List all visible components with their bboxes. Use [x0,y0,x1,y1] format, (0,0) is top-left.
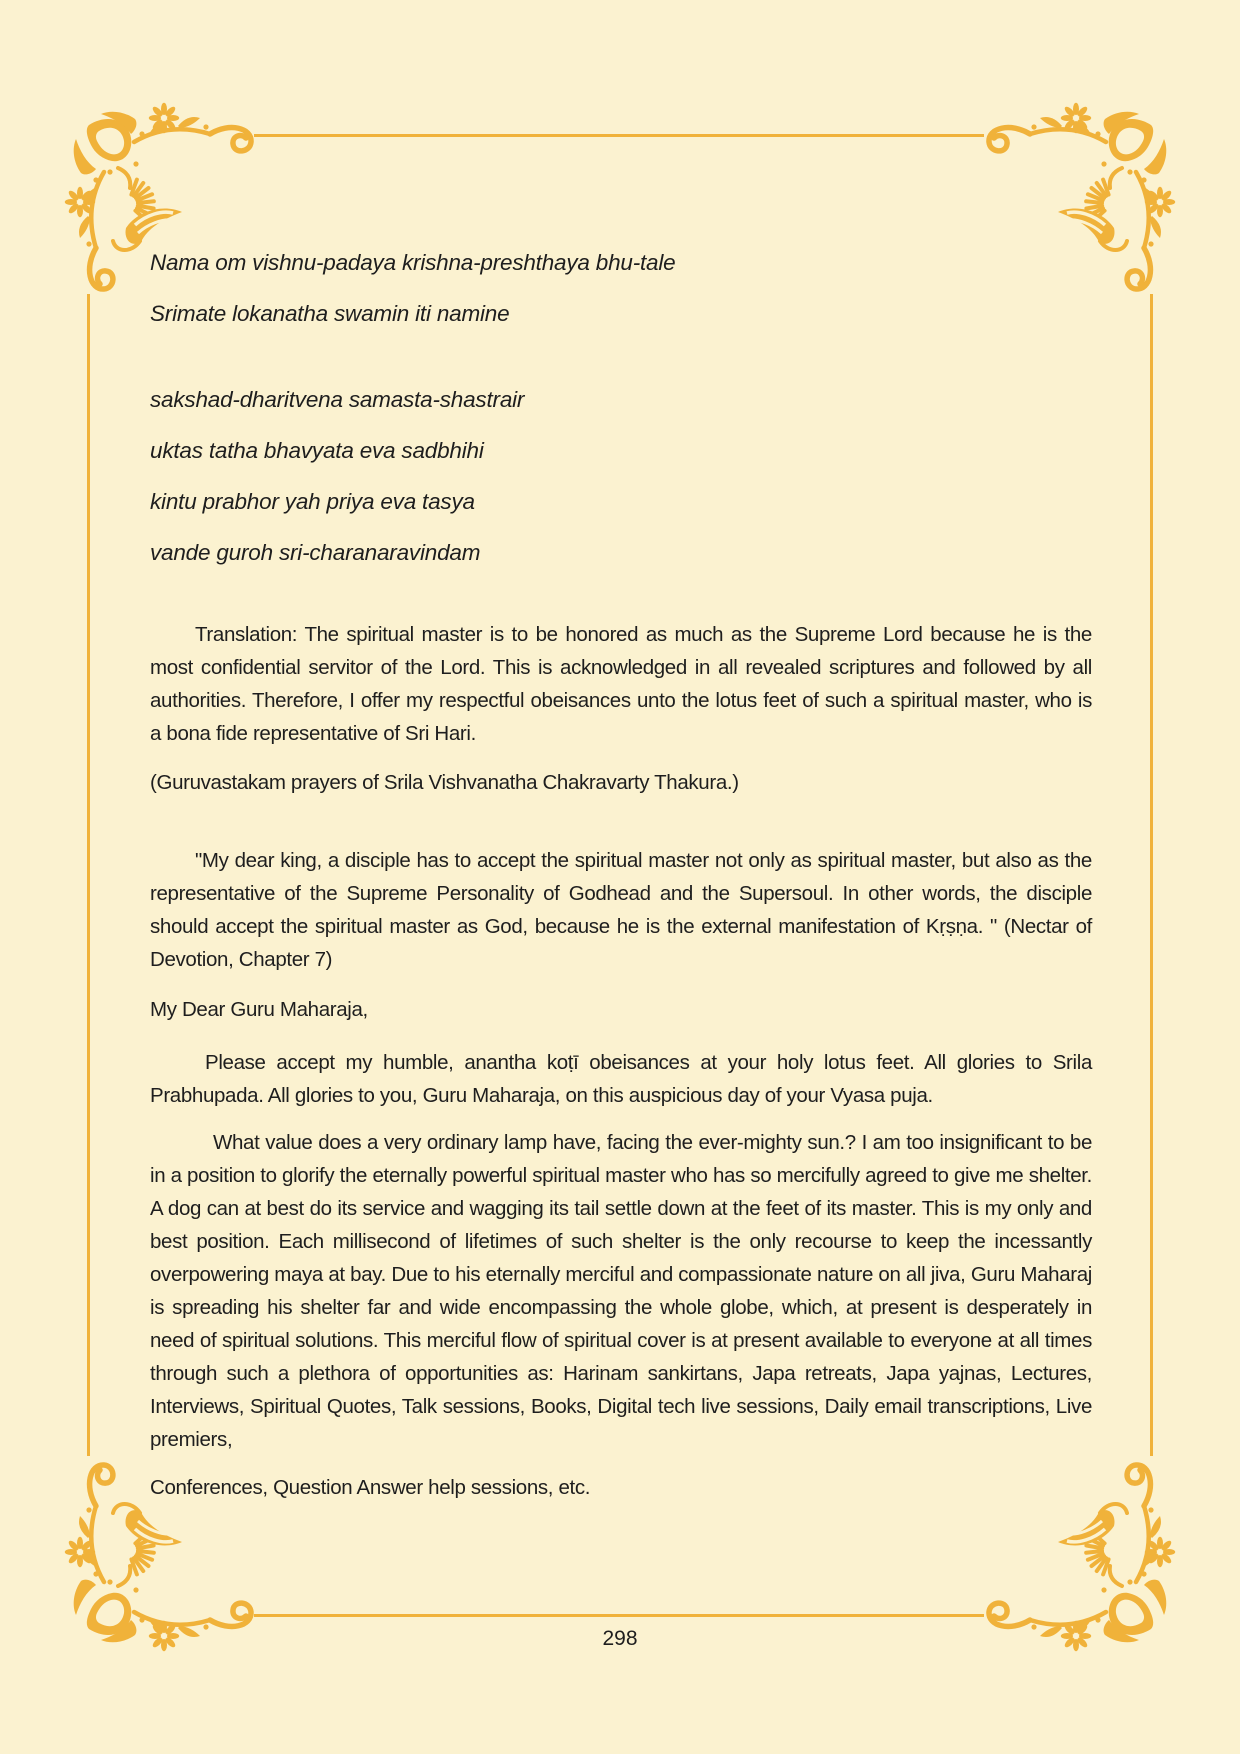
page-number: 298 [602,1627,638,1650]
paragraph-offering-body: What value does a very ordinary lamp have, facing the ever-mighty sun.? I am too insignificant to be in a position to glorify the eternally powerful spiritual master who has so mercifully agreed to give me shelter. A dog can at best do its service and wagging its tail settle down at the feet of its master. This is my only and best position. Each millisecond of lifetimes of such shelter is the only recourse to keep the incessantly overpowering maya at bay. Due to his eternally merciful and compassionate nature on all jiva, Guru Maharaj is spreading his shelter far and wide encompassing the whole globe, which, at present is desperately in need of spiritual solutions. This merciful flow of spiritual cover is at present available to everyone at all times through such a plethora of opportunities as: Harinam sankirtans, Japa retreats, Japa yajnas, Lectures, Interviews, Spiritual Quotes, Talk sessions, Books, Digital tech live sessions, Daily email transcriptions, Live premiers, [150,1131,1092,1451]
paragraph-salutation: My Dear Guru Maharaja, [150,998,368,1021]
verse-line-5: kintu prabhor yah priya eva tasya [150,489,475,514]
paragraph-attribution: (Guruvastakam prayers of Srila Vishvanatha Chakravarty Thakura.) [150,771,739,794]
paragraph-quote: "My dear king, a disciple has to accept the spiritual master not only as spiritual master, but also as the representative of the Supreme Personality of Godhead and the Supersoul. In other words, the disciple should accept the spiritual master as God, because he is the external manifestation of Kṛṣṇa. " (Nectar of Devotion, Chapter 7) [150,849,1092,971]
verse-line-6: vande guroh sri-charanaravindam [150,540,481,565]
border-line-left [87,294,90,1456]
verse-line-2: Srimate lokanatha swamin iti namine [150,301,510,326]
paragraph-closing-line: Conferences, Question Answer help sessions, etc. [150,1476,591,1499]
border-line-right [1150,294,1153,1456]
border-line-top [254,134,984,137]
verse-line-4: uktas tatha bhavyata eva sadbhihi [150,438,484,463]
verse-line-1: Nama om vishnu-padaya krishna-preshthaya bhu-tale [150,250,676,275]
paragraph-obeisances: Please accept my humble, anantha koṭī obeisances at your holy lotus feet. All glories to Srila Prabhupada. All glories to you, Guru Maharaja, on this auspicious day of your Vyasa puja. [150,1051,1092,1107]
page-content [150,248,1092,1504]
border-line-bottom [254,1614,984,1617]
paragraph-translation: Translation: The spiritual master is to be honored as much as the Supreme Lord because he is the most confidential servitor of the Lord. This is acknowledged in all revealed scriptures and followed by all authorities. Therefore, I offer my respectful obeisances unto the lotus feet of such a spiritual master, who is a bona fide representative of Sri Hari. [150,623,1092,745]
verse-line-3: sakshad-dharitvena samasta-shastrair [150,387,525,412]
